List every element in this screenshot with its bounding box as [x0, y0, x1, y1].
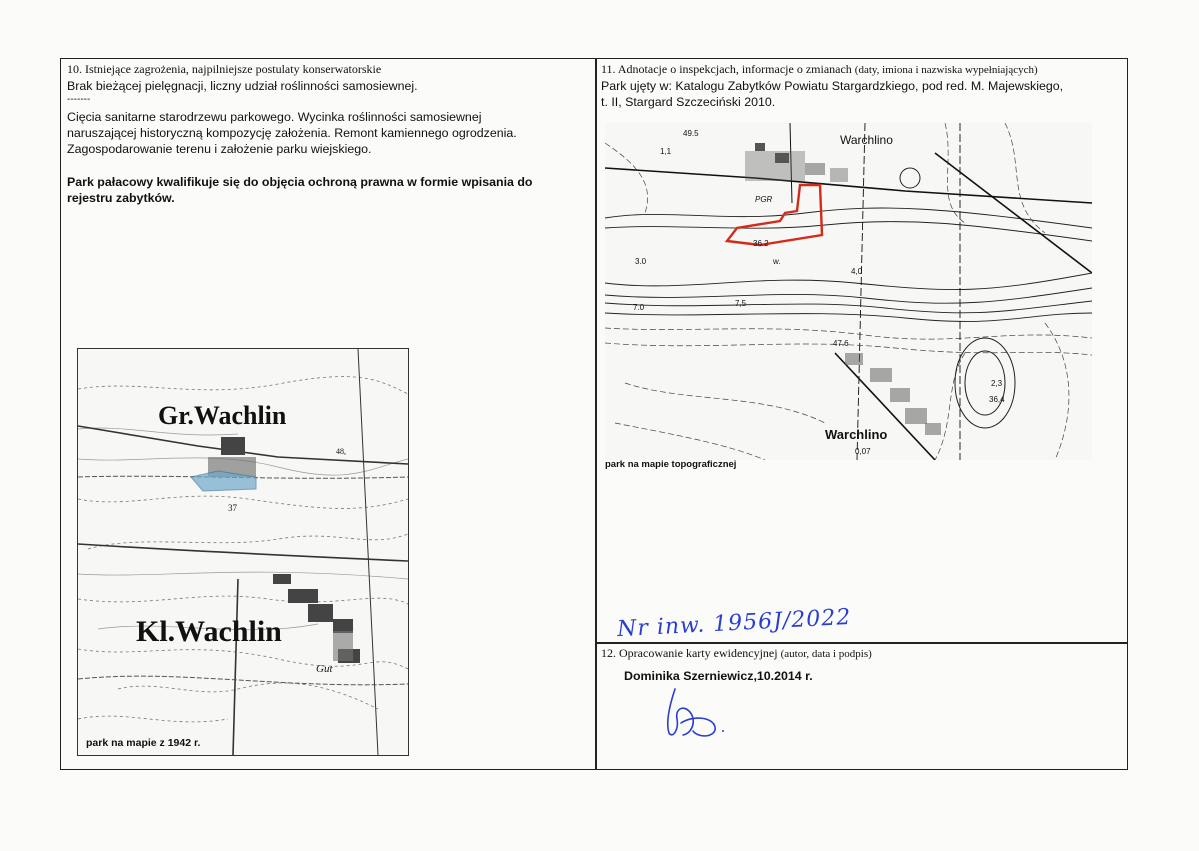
- section-11-title-note: (daty, imiona i nazwiska wypełniających): [854, 64, 1038, 76]
- topographic-map-drawing: [605, 123, 1092, 460]
- label-0-07: 0,07: [855, 447, 871, 456]
- section-11-title: [601, 62, 1038, 77]
- section-12-title: [601, 646, 872, 661]
- handwritten-inventory-number: Nr inw. 1956J/2022: [616, 604, 852, 643]
- label-7-0: 7.0: [633, 303, 645, 312]
- recommendation-line-2: rejestru zabytków.: [67, 191, 175, 205]
- recommendation-line-1: Park pałacowy kwalifikuje się do objęcia ochroną prawna w formie wpisania do: [67, 175, 533, 189]
- label-36-2: 36.2: [753, 239, 769, 248]
- map-1942: [77, 348, 409, 756]
- section-divider: [595, 642, 1128, 644]
- label-warchlino-north: Warchlino: [840, 133, 893, 147]
- section-10-title: 10. Istniejące zagrożenia, najpilniejsze postulaty konserwatorskie: [67, 62, 382, 76]
- separator: -------: [67, 94, 91, 105]
- label-49-5: 49.5: [683, 129, 699, 138]
- map-1942-caption: park na mapie z 1942 r.: [86, 737, 201, 749]
- label-48: 48,: [336, 447, 346, 456]
- postulates-line-3: Zagospodarowanie terenu i założenie parku wiejskiego.: [67, 142, 372, 156]
- label-37: 37: [228, 503, 237, 513]
- label-gr-wachlin: Gr.Wachlin: [158, 401, 287, 430]
- label-7-5: 7,5: [735, 299, 747, 308]
- label-pgr: PGR: [755, 195, 773, 204]
- section-12-title-note: (autor, data i podpis): [780, 648, 872, 660]
- label-47-6: 47.6: [833, 339, 849, 348]
- record-card-form: [60, 58, 1128, 770]
- park-outline-topographic: [727, 185, 822, 245]
- threats-text: Brak bieżącej pielęgnacji, liczny udział roślinności samosiewnej.: [67, 79, 418, 93]
- label-1-1: 1,1: [660, 147, 672, 156]
- author-and-date: Dominika Szerniewicz,10.2014 r.: [624, 669, 813, 683]
- catalogue-line-2: t. II, Stargard Szczeciński 2010.: [601, 95, 776, 109]
- section-11-title-main: 11. Adnotacje o inspekcjach, informacje o zmianach: [601, 62, 852, 76]
- label-gut: Gut: [316, 663, 333, 675]
- label-2-3: 2,3: [991, 379, 1003, 388]
- topographic-map: [605, 123, 1092, 460]
- label-w: w.: [773, 257, 781, 266]
- signature-icon: [653, 681, 733, 743]
- postulates-line-1: Cięcia sanitarne starodrzewu parkowego. Wycinka roślinności samosiewnej: [67, 110, 482, 124]
- label-36-4: 36,4: [989, 395, 1005, 404]
- label-warchlino-south: Warchlino: [825, 427, 888, 442]
- label-3-0: 3.0: [635, 257, 647, 266]
- postulates-line-2: naruszającej historyczną kompozycję założenia. Remont kamiennego ogrodzenia.: [67, 126, 517, 140]
- section-12-title-main: 12. Opracowanie karty ewidencyjnej: [601, 646, 778, 660]
- label-kl-wachlin: Kl.Wachlin: [136, 615, 282, 648]
- column-divider: [595, 59, 597, 770]
- topographic-map-caption: park na mapie topograficznej: [605, 459, 737, 470]
- catalogue-line-1: Park ujęty w: Katalogu Zabytków Powiatu Stargardzkiego, pod red. M. Majewskiego,: [601, 79, 1064, 93]
- label-4-0: 4,0: [851, 267, 863, 276]
